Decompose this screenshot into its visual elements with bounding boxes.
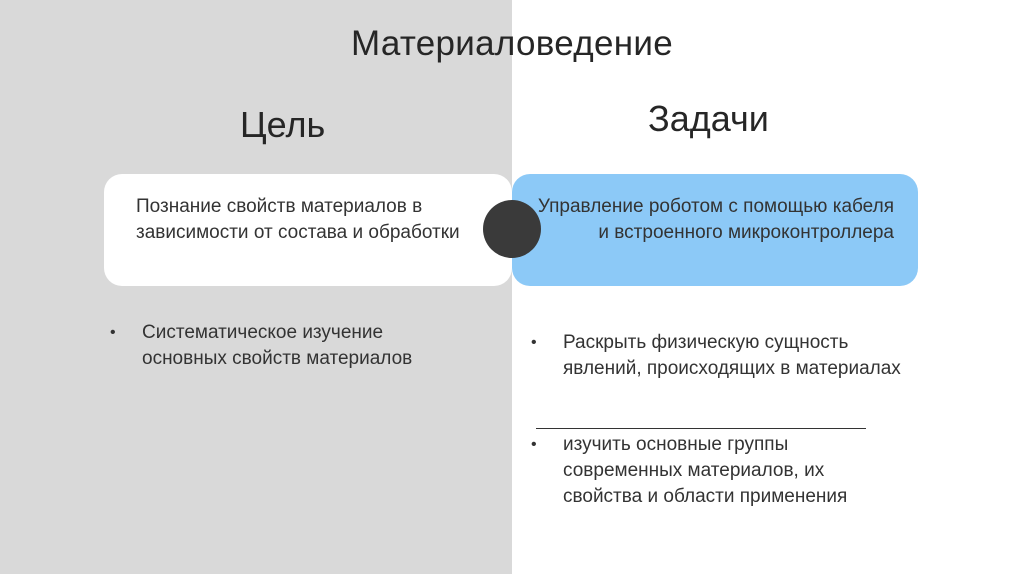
tasks-bullet-text: Раскрыть физическую сущность явлений, происходящих в материалах bbox=[563, 332, 901, 379]
bullet-icon: • bbox=[531, 436, 537, 453]
bullet-icon: • bbox=[110, 324, 116, 341]
goal-bullet-text: Систематическое изучение основных свойств материалов bbox=[142, 322, 413, 369]
tasks-heading: Задачи bbox=[648, 98, 769, 139]
tasks-box-text: Управление роботом с помощью кабеля и встроенного микроконтроллера bbox=[537, 196, 894, 243]
goal-heading: Цель bbox=[240, 104, 326, 145]
bullet-icon: • bbox=[531, 334, 537, 351]
goal-box bbox=[104, 174, 512, 286]
goal-box-text: Познание свойств материалов в зависимости от состава и обработки bbox=[136, 196, 460, 243]
tasks-bullet-item bbox=[531, 330, 913, 382]
divider-line bbox=[536, 428, 866, 429]
slide-title: Материаловедение bbox=[350, 24, 674, 63]
goal-bullet-item bbox=[110, 320, 472, 372]
center-circle bbox=[483, 200, 541, 258]
tasks-box bbox=[512, 174, 918, 286]
tasks-bullet-text: изучить основные группы современных материалов, их свойства и области применения bbox=[563, 434, 848, 507]
tasks-bullet-item bbox=[531, 432, 893, 510]
